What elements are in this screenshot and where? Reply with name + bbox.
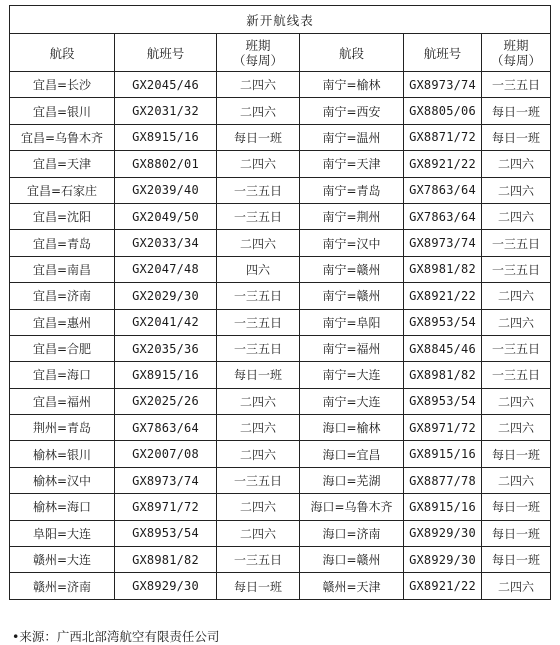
route-cell: 荆州=青岛 bbox=[10, 415, 115, 441]
route-cell: 海口=赣州 bbox=[300, 547, 404, 573]
table-row bbox=[10, 362, 551, 388]
route-cell: 南宁=赣州 bbox=[300, 256, 404, 282]
route-cell: 榆林=银川 bbox=[10, 441, 115, 467]
table-row bbox=[10, 335, 551, 361]
schedule-cell: 二四六 bbox=[482, 151, 551, 177]
schedule-cell: 每日一班 bbox=[482, 124, 551, 150]
flight-number-cell: GX8921/22 bbox=[404, 283, 482, 309]
schedule-cell: 二四六 bbox=[217, 441, 300, 467]
table-row bbox=[10, 520, 551, 546]
route-cell: 南宁=西安 bbox=[300, 98, 404, 124]
table-row bbox=[10, 230, 551, 256]
schedule-cell: 二四六 bbox=[482, 203, 551, 229]
table-row bbox=[10, 494, 551, 520]
route-cell: 南宁=青岛 bbox=[300, 177, 404, 203]
flight-number-cell: GX2007/08 bbox=[115, 441, 217, 467]
flight-number-cell: GX2029/30 bbox=[115, 283, 217, 309]
flight-number-cell: GX2039/40 bbox=[115, 177, 217, 203]
flight-number-cell: GX8929/30 bbox=[404, 547, 482, 573]
schedule-cell: 每日一班 bbox=[482, 520, 551, 546]
schedule-cell: 一三五日 bbox=[217, 467, 300, 493]
schedule-cell: 每日一班 bbox=[482, 98, 551, 124]
flight-number-cell: GX2049/50 bbox=[115, 203, 217, 229]
route-cell: 南宁=汉中 bbox=[300, 230, 404, 256]
flight-number-cell: GX8921/22 bbox=[404, 573, 482, 599]
flight-number-cell: GX2041/42 bbox=[115, 309, 217, 335]
table-row bbox=[10, 203, 551, 229]
table-row bbox=[10, 415, 551, 441]
flight-number-cell: GX8871/72 bbox=[404, 124, 482, 150]
schedule-cell: 二四六 bbox=[482, 467, 551, 493]
table-row bbox=[10, 283, 551, 309]
flight-number-cell: GX8845/46 bbox=[404, 335, 482, 361]
route-cell: 宜昌=惠州 bbox=[10, 309, 115, 335]
schedule-cell: 每日一班 bbox=[217, 124, 300, 150]
table-row bbox=[10, 547, 551, 573]
table-row bbox=[10, 98, 551, 124]
flight-number-cell: GX8981/82 bbox=[115, 547, 217, 573]
schedule-cell: 一三五日 bbox=[217, 309, 300, 335]
route-cell: 海口=芜湖 bbox=[300, 467, 404, 493]
new-routes-table bbox=[9, 5, 551, 600]
route-cell: 宜昌=南昌 bbox=[10, 256, 115, 282]
schedule-cell: 二四六 bbox=[482, 309, 551, 335]
route-cell: 南宁=天津 bbox=[300, 151, 404, 177]
flight-number-cell: GX7863/64 bbox=[115, 415, 217, 441]
table-row bbox=[10, 256, 551, 282]
column-header: 航班号 bbox=[404, 34, 482, 72]
schedule-cell: 一三五日 bbox=[217, 177, 300, 203]
route-cell: 赣州=大连 bbox=[10, 547, 115, 573]
route-cell: 海口=榆林 bbox=[300, 415, 404, 441]
schedule-cell: 一三五日 bbox=[482, 335, 551, 361]
schedule-cell: 一三五日 bbox=[482, 72, 551, 98]
column-header: 航段 bbox=[300, 34, 404, 72]
column-header-line: 班期 bbox=[245, 37, 271, 53]
flight-number-cell: GX8981/82 bbox=[404, 256, 482, 282]
table-row bbox=[10, 388, 551, 414]
document bbox=[9, 5, 550, 644]
flight-number-cell: GX8973/74 bbox=[115, 467, 217, 493]
flight-number-cell: GX2035/36 bbox=[115, 335, 217, 361]
schedule-cell: 二四六 bbox=[217, 415, 300, 441]
route-cell: 宜昌=银川 bbox=[10, 98, 115, 124]
table-row bbox=[10, 441, 551, 467]
route-cell: 宜昌=海口 bbox=[10, 362, 115, 388]
route-cell: 南宁=大连 bbox=[300, 388, 404, 414]
table-row bbox=[10, 151, 551, 177]
table-row bbox=[10, 467, 551, 493]
route-cell: 南宁=福州 bbox=[300, 335, 404, 361]
route-cell: 榆林=海口 bbox=[10, 494, 115, 520]
source-note: •来源：广西北部湾航空有限责任公司 bbox=[12, 629, 220, 644]
schedule-cell: 二四六 bbox=[217, 230, 300, 256]
flight-number-cell: GX2045/46 bbox=[115, 72, 217, 98]
flight-number-cell: GX8915/16 bbox=[404, 441, 482, 467]
route-cell: 阜阳=大连 bbox=[10, 520, 115, 546]
schedule-cell: 二四六 bbox=[217, 98, 300, 124]
schedule-cell: 每日一班 bbox=[482, 441, 551, 467]
route-cell: 宜昌=济南 bbox=[10, 283, 115, 309]
route-cell: 海口=乌鲁木齐 bbox=[300, 494, 404, 520]
schedule-cell: 四六 bbox=[217, 256, 300, 282]
flight-number-cell: GX8971/72 bbox=[115, 494, 217, 520]
schedule-cell: 每日一班 bbox=[217, 362, 300, 388]
flight-number-cell: GX8877/78 bbox=[404, 467, 482, 493]
column-header-line: （每周） bbox=[491, 52, 542, 68]
column-header-line: 班期 bbox=[503, 37, 529, 53]
flight-number-cell: GX8953/54 bbox=[404, 309, 482, 335]
flight-number-cell: GX2031/32 bbox=[115, 98, 217, 124]
flight-number-cell: GX8805/06 bbox=[404, 98, 482, 124]
schedule-cell: 一三五日 bbox=[217, 335, 300, 361]
flight-number-cell: GX8802/01 bbox=[115, 151, 217, 177]
schedule-cell: 一三五日 bbox=[217, 203, 300, 229]
table-row bbox=[10, 177, 551, 203]
schedule-cell: 每日一班 bbox=[482, 494, 551, 520]
route-cell: 宜昌=天津 bbox=[10, 151, 115, 177]
table-body bbox=[10, 72, 551, 600]
flight-number-cell: GX8973/74 bbox=[404, 72, 482, 98]
flight-number-cell: GX8953/54 bbox=[404, 388, 482, 414]
flight-number-cell: GX8973/74 bbox=[404, 230, 482, 256]
column-header: 航班号 bbox=[115, 34, 217, 72]
route-cell: 南宁=赣州 bbox=[300, 283, 404, 309]
flight-number-cell: GX8915/16 bbox=[404, 494, 482, 520]
schedule-cell: 一三五日 bbox=[217, 283, 300, 309]
schedule-cell: 二四六 bbox=[482, 573, 551, 599]
flight-number-cell: GX7863/64 bbox=[404, 177, 482, 203]
flight-number-cell: GX8953/54 bbox=[115, 520, 217, 546]
schedule-cell: 每日一班 bbox=[482, 547, 551, 573]
route-cell: 赣州=天津 bbox=[300, 573, 404, 599]
column-header: 航段 bbox=[10, 34, 115, 72]
flight-number-cell: GX8929/30 bbox=[404, 520, 482, 546]
flight-number-cell: GX8921/22 bbox=[404, 151, 482, 177]
schedule-cell: 二四六 bbox=[217, 72, 300, 98]
schedule-cell: 一三五日 bbox=[217, 547, 300, 573]
schedule-cell: 每日一班 bbox=[217, 573, 300, 599]
route-cell: 宜昌=沈阳 bbox=[10, 203, 115, 229]
route-cell: 宜昌=石家庄 bbox=[10, 177, 115, 203]
flight-number-cell: GX7863/64 bbox=[404, 203, 482, 229]
schedule-cell: 二四六 bbox=[217, 520, 300, 546]
route-cell: 南宁=榆林 bbox=[300, 72, 404, 98]
table-title: 新开航线表 bbox=[10, 6, 551, 34]
route-cell: 海口=济南 bbox=[300, 520, 404, 546]
table-row bbox=[10, 309, 551, 335]
route-cell: 宜昌=合肥 bbox=[10, 335, 115, 361]
schedule-cell: 一三五日 bbox=[482, 256, 551, 282]
schedule-cell: 一三五日 bbox=[482, 230, 551, 256]
table-row bbox=[10, 124, 551, 150]
schedule-cell: 一三五日 bbox=[482, 362, 551, 388]
route-cell: 宜昌=青岛 bbox=[10, 230, 115, 256]
route-cell: 南宁=温州 bbox=[300, 124, 404, 150]
route-cell: 宜昌=福州 bbox=[10, 388, 115, 414]
flight-number-cell: GX8929/30 bbox=[115, 573, 217, 599]
route-cell: 榆林=汉中 bbox=[10, 467, 115, 493]
schedule-cell: 二四六 bbox=[482, 388, 551, 414]
table-header-row bbox=[10, 34, 551, 72]
schedule-cell: 二四六 bbox=[217, 494, 300, 520]
flight-number-cell: GX8915/16 bbox=[115, 362, 217, 388]
flight-number-cell: GX8981/82 bbox=[404, 362, 482, 388]
flight-number-cell: GX2033/34 bbox=[115, 230, 217, 256]
column-header bbox=[482, 34, 551, 72]
schedule-cell: 二四六 bbox=[217, 388, 300, 414]
route-cell: 赣州=济南 bbox=[10, 573, 115, 599]
schedule-cell: 二四六 bbox=[482, 283, 551, 309]
column-header bbox=[217, 34, 300, 72]
route-cell: 南宁=荆州 bbox=[300, 203, 404, 229]
column-header-line: （每周） bbox=[232, 52, 283, 68]
route-cell: 南宁=大连 bbox=[300, 362, 404, 388]
route-cell: 南宁=阜阳 bbox=[300, 309, 404, 335]
flight-number-cell: GX2047/48 bbox=[115, 256, 217, 282]
route-cell: 海口=宜昌 bbox=[300, 441, 404, 467]
schedule-cell: 二四六 bbox=[482, 177, 551, 203]
route-cell: 宜昌=乌鲁木齐 bbox=[10, 124, 115, 150]
flight-number-cell: GX8915/16 bbox=[115, 124, 217, 150]
schedule-cell: 二四六 bbox=[482, 415, 551, 441]
route-cell: 宜昌=长沙 bbox=[10, 72, 115, 98]
table-row bbox=[10, 573, 551, 599]
table-row bbox=[10, 72, 551, 98]
flight-number-cell: GX8971/72 bbox=[404, 415, 482, 441]
flight-number-cell: GX2025/26 bbox=[115, 388, 217, 414]
schedule-cell: 二四六 bbox=[217, 151, 300, 177]
